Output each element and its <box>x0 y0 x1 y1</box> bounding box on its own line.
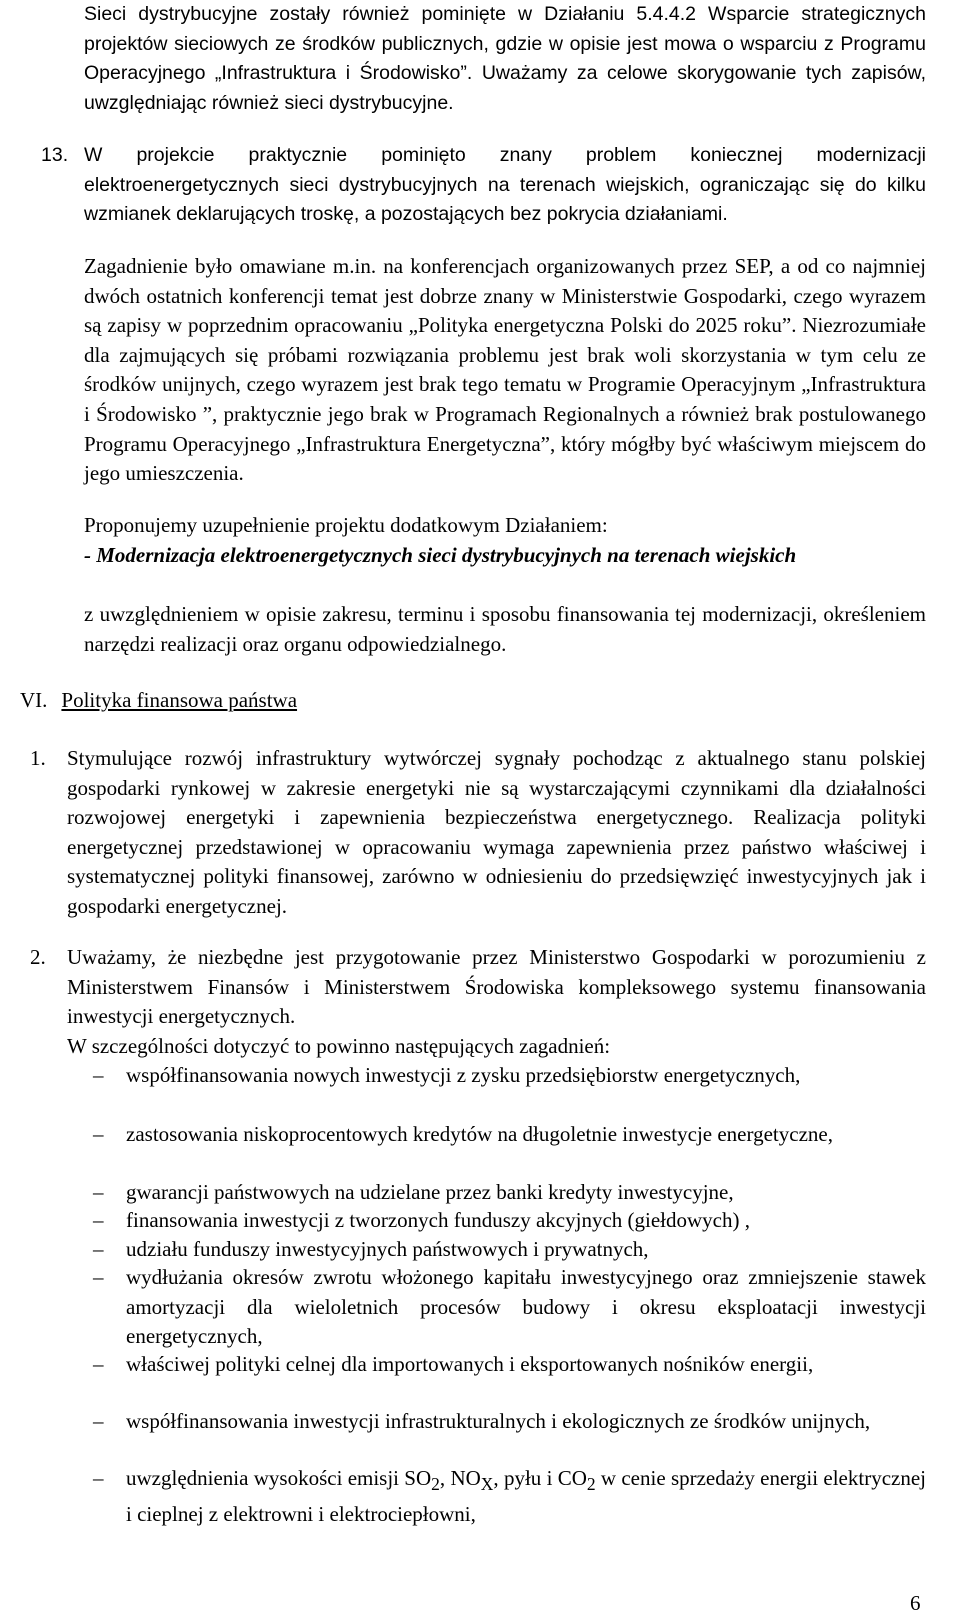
item-13-proposal: Proponujemy uzupełnienie projektu dodatkowym Działaniem: <box>84 513 608 537</box>
item-1-number: 1. <box>30 746 46 770</box>
item-13-closing: z uwzględnieniem w opisie zakresu, terminu i sposobu finansowania tej modernizacji, określeniem narzędzi realizacji oraz organu odpowiedzialnego. <box>84 602 926 656</box>
item-13-modernization-action: - Modernizacja elektroenergetycznych sieci dystrybucyjnych na terenach wiejskich <box>84 543 797 567</box>
dash-bullet: – <box>93 1208 104 1232</box>
list-item-text: zastosowania niskoprocentowych kredytów na długoletnie inwestycje energetyczne, <box>126 1122 833 1146</box>
dash-bullet: – <box>93 1122 104 1146</box>
dash-bullet: – <box>93 1265 104 1289</box>
section-title: Polityka finansowa państwa <box>61 688 298 712</box>
list-item-text: współfinansowania inwestycji infrastrukturalnych i ekologicznych ze środków unijnych, <box>126 1409 871 1433</box>
item-13-number: 13. <box>41 144 69 166</box>
list-item-text: współfinansowania nowych inwestycji z zysku przedsiębiorstw energetycznych, <box>126 1063 801 1087</box>
dash-bullet: – <box>93 1352 104 1376</box>
item-2-intro: W szczególności dotyczyć to powinno następujących zagadnień: <box>67 1034 611 1058</box>
top-paragraph: Sieci dystrybucyjne zostały również pominięte w Działaniu 5.4.4.2 Wsparcie strategicznych projektów sieciowych ze środków publicznych, gdzie w opisie jest mowa o wsparciu z Programu Operacyjnego „Infrastruktura i Środowisko”. Uważamy za celowe skorygowanie tych zapisów, uwzględniając również sieci dystrybucyjne. <box>84 3 926 114</box>
item-13-paragraph-2: Zagadnienie było omawiane m.in. na konferencjach organizowanych przez SEP, a od co najmniej dwóch ostatnich konferencji temat jest dobrze znany w Ministerstwie Gospodarki, czego wyrazem są zapisy w poprzednim opracowaniu „Polityka energetyczna Polski do 2025 roku”. Niezrozumiałe dla zajmujących się próbami rozwiązania problemu jest brak woli skorzystania w tym celu ze środków unijnych, czego wyrazem jest brak tego tematu w Programie Operacyjnym „Infrastruktura i Środowisko ”, praktycznie jego brak w Programach Regionalnych a również brak postulowanego Programu Operacyjnego „Infrastruktura Energetyczna”, który mógłby być właściwym miejscem do jego umieszczenia. <box>84 254 926 486</box>
item-2-text: Uważamy, że niezbędne jest przygotowanie przez Ministerstwo Gospodarki w porozumieniu z Ministerstwem Finansów i Ministerstwem Środowiska kompleksowego systemu finansowania inwestycji energetycznych. <box>67 945 926 1029</box>
dash-bullet: – <box>93 1409 104 1433</box>
dash-bullet: – <box>93 1466 104 1490</box>
list-item-text: uwzględnienia wysokości emisji $SO_2$, $NO_X$, pyłu i $CO_2$ w cenie sprzedaży energii elektrycznej i cieplnej z elektrowni i elektrociepłowni, <box>126 1466 926 1526</box>
section-heading <box>20 686 297 716</box>
list-item-text: gwarancji państwowych na udzielane przez banki kredyty inwestycyjne, <box>126 1180 734 1204</box>
list-item-text: właściwej polityki celnej dla importowanych i eksportowanych nośników energii, <box>126 1352 814 1376</box>
dash-bullet: – <box>93 1237 104 1261</box>
section-number: VI. <box>20 688 48 712</box>
page-number: 6 <box>910 1591 921 1615</box>
item-2-number: 2. <box>30 945 46 969</box>
item-13-text: W projekcie praktycznie pominięto znany problem koniecznej modernizacji elektroenergetycznych sieci dystrybucyjnych na terenach wiejskich, ograniczając się do kilku wzmianek deklarujących troskę, a pozostających bez pokrycia działaniami. <box>84 144 926 226</box>
list-item-text: udziału funduszy inwestycyjnych państwowych i prywatnych, <box>126 1237 649 1261</box>
list-item-text: wydłużania okresów zwrotu włożonego kapitału inwestycyjnego oraz zmniejszenie stawek amortyzacji dla wieloletnich procesów budowy i okresu eksploatacji inwestycji energetycznych, <box>126 1265 926 1349</box>
item-1-text: Stymulujące rozwój infrastruktury wytwórczej sygnały pochodząc z aktualnego stanu polskiej gospodarki rynkowej w zakresie energetyki nie są wystarczającymi czynnikami dla działalności rozwojowej energetyki i zapewnienia bezpieczeństwa energetycznego. Realizacja polityki energetycznej przedstawionej w opracowaniu wymaga zapewnienia przez państwo właściwej i systematycznej polityki finansowej, zarówno w odniesieniu do przedsięwzięć inwestycyjnych jak i gospodarki energetycznej. <box>67 746 926 918</box>
list-item-text: finansowania inwestycji z tworzonych funduszy akcyjnych (giełdowych) , <box>126 1208 750 1232</box>
dash-bullet: – <box>93 1063 104 1087</box>
dash-bullet: – <box>93 1180 104 1204</box>
